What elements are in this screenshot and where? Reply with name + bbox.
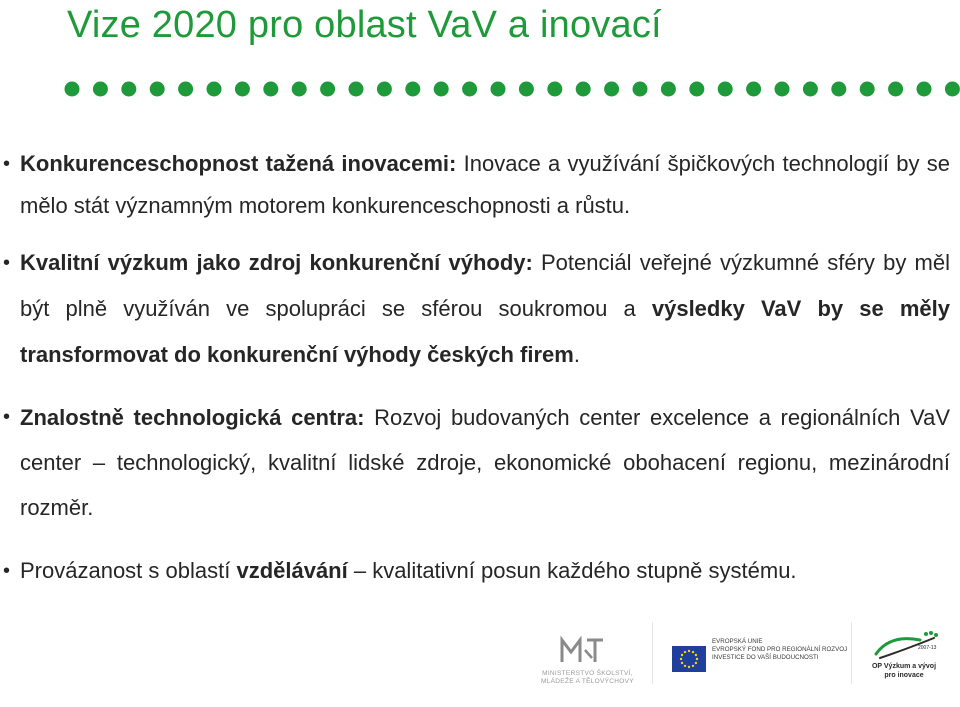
bullet-3-run-2: Rozvoj budovaných center excelence a regionálních VaV center – technologický, kvalitní lidské zdroje, ekonomické obohacení regionu, mezinárodní rozměr. — [20, 405, 950, 520]
bullet-item-4 — [3, 557, 950, 585]
msmt-mark-icon — [559, 632, 607, 666]
divider-dot — [349, 82, 364, 97]
bullet-marker: • — [3, 560, 11, 582]
divider-dot — [121, 82, 136, 97]
bullet-1-run-1: Konkurenceschopnost tažená inovacemi: — [20, 151, 457, 176]
footer-divider — [851, 622, 852, 684]
divider-dot — [93, 82, 108, 97]
bullet-item-3 — [3, 395, 950, 530]
eu-star-icon — [681, 662, 683, 664]
bullet-2-run-4: . — [573, 342, 580, 367]
divider-dot — [831, 82, 846, 97]
bullet-marker: • — [3, 153, 11, 175]
eu-star-icon — [688, 650, 690, 652]
bullet-text-2 — [20, 250, 950, 367]
divider-dot — [803, 82, 818, 97]
divider-dot — [576, 82, 591, 97]
footer-divider — [652, 622, 653, 684]
divider-dot — [150, 82, 165, 97]
divider-dot — [945, 82, 960, 97]
bullet-text-3 — [20, 405, 950, 520]
op-caption — [866, 662, 942, 680]
bullet-2-run-2: Potenciál veřejné výzkumné sféry by měl být plně využíván ve spolupráci se sférou soukromou a — [20, 250, 950, 321]
divider-dot — [235, 82, 250, 97]
bullet-item-1 — [3, 143, 951, 227]
op-line-2: pro inovace — [884, 672, 924, 679]
dot-divider — [60, 78, 960, 100]
divider-dot — [860, 82, 875, 97]
eu-line-1: EVROPSKÁ UNIE — [712, 638, 763, 645]
divider-dot — [263, 82, 278, 97]
eu-caption — [712, 638, 847, 662]
eu-star-icon — [680, 658, 682, 660]
eu-star-icon — [681, 654, 683, 656]
op-line-1: OP Výzkum a vývoj — [871, 663, 937, 670]
eu-flag-icon — [672, 646, 706, 672]
divider-dot — [746, 82, 761, 97]
eu-star-icon — [696, 658, 698, 660]
divider-dot — [888, 82, 903, 97]
divider-dot — [462, 82, 477, 97]
op-year: 2007-13 — [918, 645, 937, 651]
bullet-marker: • — [3, 252, 11, 274]
eu-line-2: EVROPSKÝ FOND PRO REGIONÁLNÍ ROZVOJ — [712, 646, 848, 653]
divider-dot — [292, 82, 307, 97]
bullet-2-run-1: Kvalitní výzkum jako zdroj konkurenční výhody: — [20, 250, 533, 275]
divider-dot — [775, 82, 790, 97]
divider-dot — [207, 82, 222, 97]
bullet-text-1 — [20, 151, 950, 218]
divider-dot — [604, 82, 619, 97]
bullet-item-2 — [3, 240, 950, 378]
eu-star-icon — [684, 665, 686, 667]
eu-star-icon — [688, 666, 690, 668]
eu-star-icon — [684, 651, 686, 653]
divider-dot — [377, 82, 392, 97]
eu-star-icon — [695, 662, 697, 664]
divider-dot — [633, 82, 648, 97]
slide-title: Vize 2020 pro oblast VaV a inovací — [67, 4, 662, 46]
bullet-2-run-3: výsledky VaV by se měly transformovat do konkurenční výhody českých firem — [20, 296, 950, 367]
eu-star-icon — [695, 654, 697, 656]
footer-logos — [0, 622, 960, 707]
op-swoosh-icon — [870, 628, 942, 662]
eu-line-3: INVESTICE DO VAŠÍ BUDOUCNOSTI — [712, 654, 819, 661]
msmt-caption — [535, 670, 640, 686]
divider-dot — [718, 82, 733, 97]
divider-dot — [434, 82, 449, 97]
divider-dot — [917, 82, 932, 97]
bullet-1-run-2: Inovace a využívání špičkových technologií by se mělo stát významným motorem konkurenceschopnosti a růstu. — [20, 151, 951, 218]
divider-dot — [405, 82, 420, 97]
divider-dot — [178, 82, 193, 97]
bullet-marker: • — [3, 406, 11, 428]
bullet-4-run-2: vzdělávání — [236, 558, 348, 583]
divider-dot — [661, 82, 676, 97]
bullet-4-run-1: Provázanost s oblastí — [20, 558, 237, 583]
divider-dot — [320, 82, 335, 97]
divider-dot — [65, 82, 80, 97]
bullet-text-4 — [20, 558, 797, 583]
eu-star-icon — [692, 665, 694, 667]
divider-dot — [491, 82, 506, 97]
op-vavpi-logo — [866, 628, 956, 688]
msmt-line-1: MINISTERSTVO ŠKOLSTVÍ, — [542, 670, 633, 677]
eu-star-icon — [692, 651, 694, 653]
bullet-3-run-1: Znalostně technologická centra: — [20, 405, 365, 430]
divider-dot — [519, 82, 534, 97]
divider-dot — [689, 82, 704, 97]
bullet-4-run-3: – kvalitativní posun každého stupně systému. — [347, 558, 797, 583]
divider-dot — [547, 82, 562, 97]
msmt-line-2: MLÁDEŽE A TĚLOVÝCHOVY — [541, 678, 634, 685]
